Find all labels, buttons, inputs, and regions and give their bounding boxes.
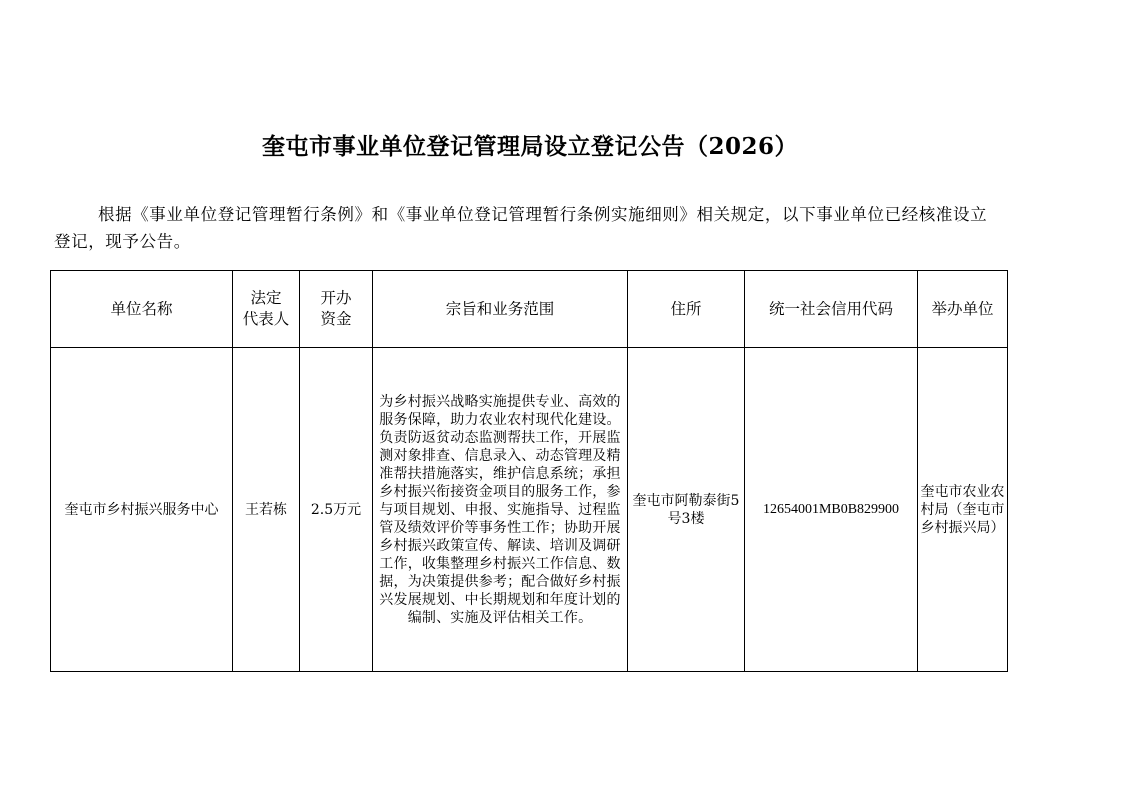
header-credit-code: 统一社会信用代码 [745, 271, 918, 348]
cell-address: 奎屯市阿勒泰街5号3楼 [628, 348, 745, 672]
header-sponsor: 举办单位 [918, 271, 1008, 348]
header-unit-name: 单位名称 [51, 271, 233, 348]
registration-table [50, 270, 1008, 672]
header-funds-line2: 资金 [320, 310, 352, 328]
intro-paragraph: 根据《事业单位登记管理暂行条例》和《事业单位登记管理暂行条例实施细则》相关规定，以下事业单位已经核准设立登记，现予公告。 [54, 205, 988, 251]
header-scope: 宗旨和业务范围 [373, 271, 628, 348]
cell-credit-code: 12654001MB0B829900 [745, 348, 918, 672]
header-funds-line1: 开办 [320, 289, 352, 307]
cell-sponsor: 奎屯市农业农村局（奎屯市乡村振兴局） [918, 348, 1008, 672]
table-row [51, 348, 1008, 672]
header-address: 住所 [628, 271, 745, 348]
cell-unit-name: 奎屯市乡村振兴服务中心 [51, 348, 233, 672]
header-legal-representative [233, 271, 300, 348]
header-legal-rep-line1: 法定 [250, 289, 282, 307]
cell-funds: 2.5万元 [300, 348, 373, 672]
cell-legal-representative: 王若栋 [233, 348, 300, 672]
header-funds [300, 271, 373, 348]
cell-scope: 为乡村振兴战略实施提供专业、高效的服务保障，助力农业农村现代化建设。负责防返贫动态监测帮扶工作，开展监测对象排查、信息录入、动态管理及精准帮扶措施落实，维护信息系统；承担乡村振兴衔接资金项目的服务工作，参与项目规划、申报、实施指导、过程监管及绩效评价等事务性工作；协助开展乡村振兴政策宣传、解读、培训及调研工作，收集整理乡村振兴工作信息、数据，为决策提供参考；配合做好乡村振兴发展规划、中长期规划和年度计划的编制、实施及评估相关工作。 [373, 348, 628, 672]
table-header-row [51, 271, 1008, 348]
header-legal-rep-line2: 代表人 [242, 310, 290, 328]
page-title: 奎屯市事业单位登记管理局设立登记公告（2026） [261, 133, 798, 160]
